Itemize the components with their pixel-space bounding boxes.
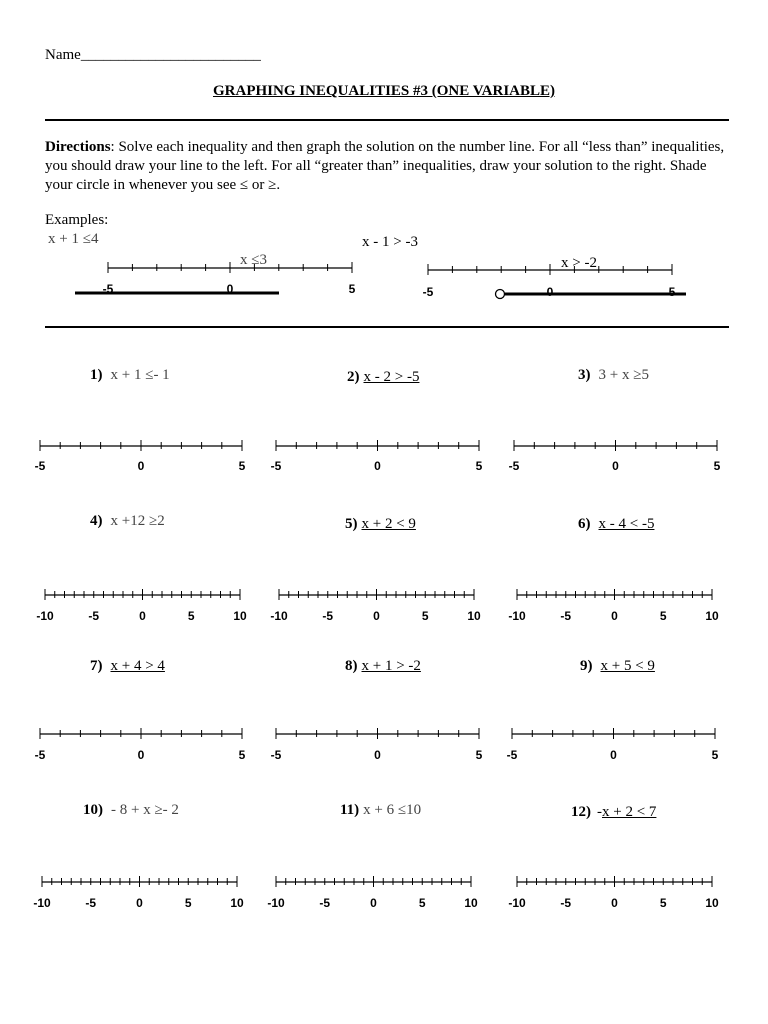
example-2-open-circle	[496, 290, 505, 299]
problem-12-prefix: -	[597, 804, 602, 820]
problem-6	[578, 516, 654, 533]
problem-2-number-line-tick-label: 5	[475, 459, 483, 473]
example-1-number-line-tick-label: 5	[348, 282, 356, 296]
problem-5	[345, 516, 416, 533]
problem-3-inequality: 3 + x ≥5	[598, 367, 649, 383]
problem-5-inequality: x + 2 < 9	[361, 516, 416, 532]
problem-4-number-line-tick-label: -10	[36, 609, 54, 623]
problem-2-number-line	[271, 440, 483, 473]
problem-9-number-line-tick-label: 5	[711, 748, 719, 762]
problem-4-number-line-tick-label: 0	[139, 609, 146, 623]
problem-2	[347, 369, 419, 386]
greater-equal-symbol: ≥	[268, 177, 277, 193]
problem-6-number-line-tick-label: 10	[705, 609, 719, 623]
problem-6-number-line-tick-label: 5	[659, 609, 667, 623]
problem-11-number-line-tick-label: 0	[370, 896, 377, 910]
problem-3-number-line	[509, 440, 721, 473]
example-2-solution: x > -2	[561, 255, 597, 271]
problem-3-number: 3)	[578, 367, 591, 383]
problem-12-number-line-tick-label: 5	[659, 896, 667, 910]
problem-6-number-line-tick-label: 0	[611, 609, 618, 623]
problem-3-number-line-tick-label: 0	[612, 459, 619, 473]
problem-7-inequality: x + 4 > 4	[110, 658, 165, 674]
problem-1-number-line-tick-label: 5	[238, 459, 246, 473]
problem-4-number-line-tick-label: -5	[88, 609, 100, 623]
problem-5-number: 5)	[345, 516, 358, 532]
example-1-number-line-tick-label: 0	[226, 282, 234, 296]
example-1-equation: x + 1 ≤4	[48, 231, 99, 247]
example-2-number-line-tick-label: -5	[422, 285, 434, 299]
problem-7-number-line-tick-label: -5	[34, 748, 46, 762]
problem-2-inequality: x - 2 > -5	[363, 369, 420, 385]
problem-12-number-line	[508, 876, 719, 910]
problem-8-inequality: x + 1 > -2	[361, 658, 421, 674]
directions-label: Directions	[45, 139, 111, 155]
problem-10	[83, 802, 179, 819]
problem-11	[340, 802, 421, 819]
problem-6-number-line	[508, 589, 719, 623]
problem-4-inequality: x +12 ≥2	[110, 513, 165, 529]
problem-9-number-line-tick-label: 0	[610, 748, 617, 762]
problem-4	[90, 513, 165, 530]
worksheet-title: GRAPHING INEQUALITIES #3 (ONE VARIABLE)	[212, 83, 555, 99]
problem-9-inequality: x + 5 < 9	[600, 658, 655, 674]
bottom-divider	[45, 326, 729, 328]
example-1-number-line	[103, 262, 356, 296]
problem-1-number-line	[35, 440, 246, 473]
problem-12	[571, 804, 656, 821]
problem-5-number-line	[270, 589, 481, 623]
problem-1-number-line-tick-label: 0	[137, 459, 145, 473]
problem-6-number: 6)	[578, 516, 591, 532]
examples-label: Examples:	[45, 212, 109, 228]
problem-8-number-line-tick-label: 5	[475, 748, 483, 762]
problem-8-number: 8)	[345, 658, 358, 674]
problem-4-number: 4)	[90, 513, 103, 529]
problem-6-inequality: x - 4 < -5	[598, 516, 655, 532]
problem-9-number: 9)	[580, 658, 593, 674]
problem-9-number-line-tick-label: -5	[506, 748, 518, 762]
problem-4-number-line	[36, 589, 247, 623]
problem-11-number-line-tick-label: 5	[418, 896, 426, 910]
problem-7	[90, 658, 165, 675]
problem-11-number: 11)	[340, 802, 360, 818]
problem-5-number-line-tick-label: 5	[421, 609, 429, 623]
problem-10-number-line-tick-label: -10	[33, 896, 51, 910]
problem-2-number-line-tick-label: -5	[270, 459, 282, 473]
problem-7-number-line-tick-label: 5	[238, 748, 246, 762]
problem-6-number-line-tick-label: -10	[508, 609, 526, 623]
problem-5-number-line-tick-label: 0	[373, 609, 380, 623]
problem-11-inequality: x + 6 ≤10	[363, 802, 422, 818]
example-2-number-line-tick-label: 5	[668, 285, 676, 299]
problem-9-number-line	[507, 728, 719, 762]
problem-12-number-line-tick-label: 10	[705, 896, 719, 910]
problem-7-number-line-tick-label: 0	[137, 748, 145, 762]
problem-5-number-line-tick-label: -10	[270, 609, 288, 623]
problem-10-number-line	[33, 876, 244, 910]
problem-1-number: 1)	[90, 367, 103, 383]
problem-11-number-line-tick-label: 10	[464, 896, 478, 910]
problem-1	[90, 367, 170, 384]
problem-12-inequality: x + 2 < 7	[602, 804, 657, 820]
problem-10-number-line-tick-label: -5	[85, 896, 97, 910]
problem-10-number-line-tick-label: 10	[230, 896, 244, 910]
problem-10-number: 10)	[83, 802, 103, 818]
problem-8-number-line	[271, 728, 483, 762]
problem-10-number-line-tick-label: 0	[136, 896, 143, 910]
less-equal-symbol: ≤	[239, 177, 249, 193]
problem-10-inequality: - 8 + x ≥- 2	[111, 802, 179, 818]
directions-text: : Solve each inequality and then graph the solution on the number line. For all “less than” inequalities, you should draw your line to the left. For all “greater than” inequalities, draw your solution to the right. Shade your circle in whenever you see	[45, 139, 725, 193]
example-1-number-line-tick-label: -5	[102, 282, 114, 296]
example-2-number-line-tick-label: 0	[546, 285, 554, 299]
problem-9	[580, 658, 655, 675]
problem-8-number-line-tick-label: -5	[270, 748, 282, 762]
directions-period: .	[276, 177, 281, 193]
problem-7-number: 7)	[90, 658, 103, 674]
problem-5-number-line-tick-label: 10	[467, 609, 481, 623]
problem-1-number-line-tick-label: -5	[34, 459, 46, 473]
problem-3-number-line-tick-label: -5	[508, 459, 520, 473]
problem-8-number-line-tick-label: 0	[374, 748, 381, 762]
problem-8	[345, 658, 421, 675]
problem-7-number-line	[35, 728, 246, 762]
problem-3	[578, 367, 649, 384]
problem-11-number-line-tick-label: -10	[267, 896, 285, 910]
example-2-equation: x - 1 > -3	[362, 234, 418, 250]
problem-2-number: 2)	[347, 369, 360, 385]
problem-3-number-line-tick-label: 5	[713, 459, 721, 473]
problem-6-number-line-tick-label: -5	[560, 609, 572, 623]
problem-10-number-line-tick-label: 5	[184, 896, 192, 910]
problem-4-number-line-tick-label: 10	[233, 609, 247, 623]
problem-2-number-line-tick-label: 0	[374, 459, 381, 473]
problem-12-number: 12)	[571, 804, 591, 820]
problem-12-number-line-tick-label: -5	[560, 896, 572, 910]
problem-12-number-line-tick-label: 0	[611, 896, 618, 910]
problem-12-number-line-tick-label: -10	[508, 896, 526, 910]
problem-11-number-line	[267, 876, 478, 910]
name-field[interactable]: Name________________________	[45, 47, 261, 63]
problem-5-number-line-tick-label: -5	[322, 609, 334, 623]
problem-4-number-line-tick-label: 5	[187, 609, 195, 623]
or-word: or	[248, 177, 269, 193]
problem-11-number-line-tick-label: -5	[319, 896, 331, 910]
problem-1-inequality: x + 1 ≤- 1	[110, 367, 170, 383]
example-1-solution: x ≤3	[240, 252, 267, 268]
